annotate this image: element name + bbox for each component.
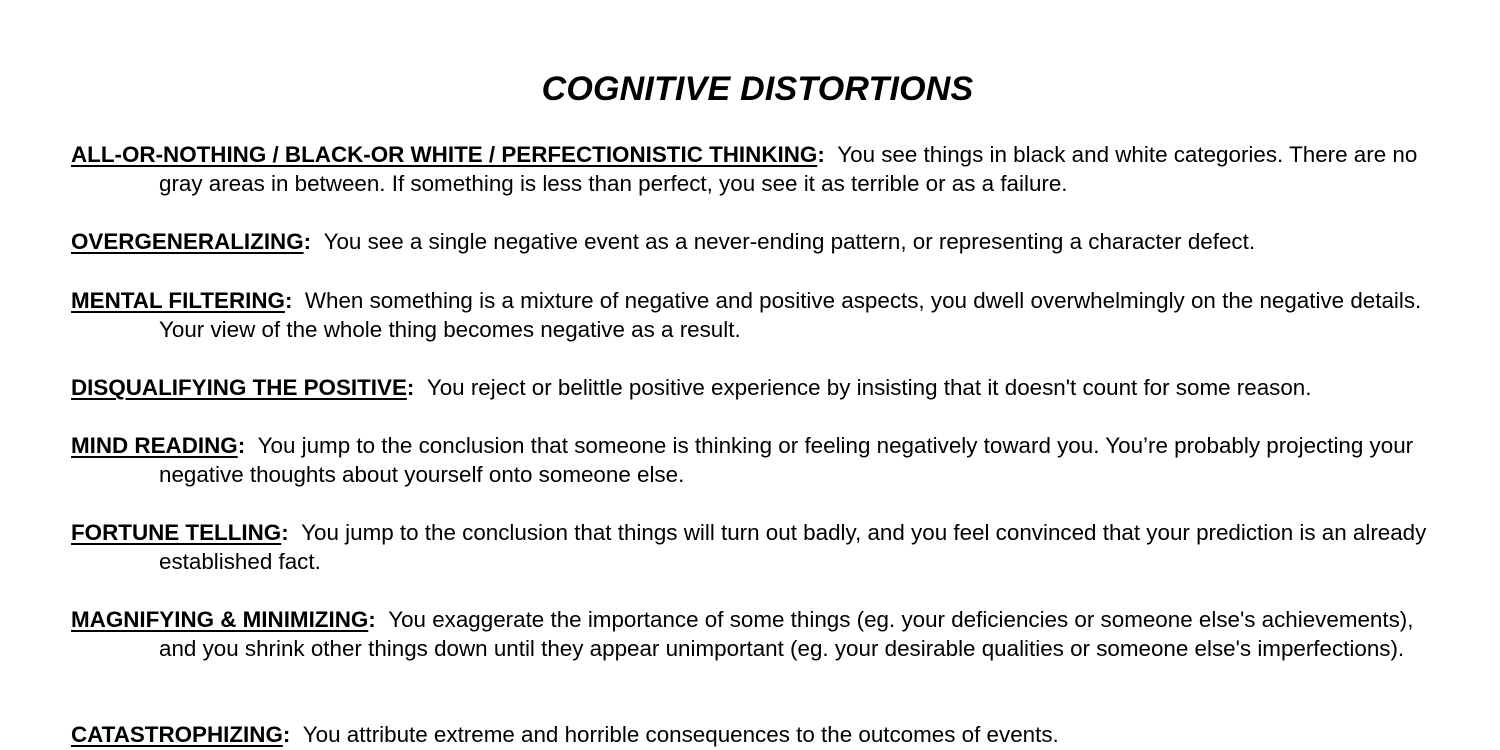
- entry-definition: You see things in black and white categories. There are no gray areas in between. If something is less than perfect, you see it as terrible or as a failure.: [159, 142, 1418, 196]
- entry-text: [71, 721, 1446, 750]
- entry-colon: :: [281, 520, 289, 545]
- page-title: COGNITIVE DISTORTIONS: [541, 70, 974, 108]
- entry-text: [71, 432, 1446, 489]
- entry-text: [71, 287, 1446, 344]
- entry-magnifying-minimizing: [71, 606, 1446, 663]
- entry-term: MENTAL FILTERING: [71, 288, 285, 313]
- entry-colon: :: [817, 142, 825, 167]
- entry-term: MIND READING: [71, 433, 238, 458]
- entry-term: FORTUNE TELLING: [71, 520, 282, 545]
- entry-colon: :: [237, 433, 246, 458]
- entry-term: OVERGENERALIZING: [71, 229, 304, 254]
- entry-term: CATASTROPHIZING: [71, 722, 283, 747]
- entry-catastrophizing: [71, 721, 1446, 750]
- entry-definition: You jump to the conclusion that things will turn out badly, and you feel convinced that your prediction is an already established fact.: [159, 520, 1427, 574]
- entry-term: DISQUALIFYING THE POSITIVE: [71, 375, 407, 400]
- entry-text: [71, 374, 1446, 403]
- entry-colon: :: [282, 722, 291, 747]
- entry-mind-reading: [71, 432, 1446, 489]
- entry-definition: You exaggerate the importance of some things (eg. your deficiencies or someone else's achievements), and you shrink other things down until they appear unimportant (eg. your desirable qualities or someone else's imperfections).: [159, 607, 1414, 661]
- entry-text: [71, 228, 1446, 257]
- entry-colon: :: [406, 375, 415, 400]
- entry-text: [71, 519, 1446, 576]
- entry-text: [71, 606, 1446, 663]
- entry-mental-filtering: [71, 287, 1446, 344]
- entry-colon: :: [368, 607, 376, 632]
- entry-definition: You jump to the conclusion that someone is thinking or feeling negatively toward you. You’re probably projecting your negative thoughts about yourself onto someone else.: [159, 433, 1414, 487]
- entry-definition: You reject or belittle positive experience by insisting that it doesn't count for some reason.: [426, 375, 1312, 400]
- entry-all-or-nothing: [71, 141, 1446, 198]
- entry-term: MAGNIFYING & MINIMIZING: [71, 607, 369, 632]
- entry-term: ALL-OR-NOTHING / BLACK-OR WHITE / PERFECTIONISTIC THINKING: [71, 142, 818, 167]
- entry-disqualifying-the-positive: [71, 374, 1446, 403]
- entry-text: [71, 141, 1446, 198]
- entry-definition: When something is a mixture of negative and positive aspects, you dwell overwhelmingly on the negative details. Your view of the whole thing becomes negative as a result.: [159, 288, 1422, 342]
- entry-definition: You see a single negative event as a never-ending pattern, or representing a character defect.: [323, 229, 1256, 254]
- entry-definition: You attribute extreme and horrible consequences to the outcomes of events.: [302, 722, 1059, 747]
- entry-overgeneralizing: [71, 228, 1446, 257]
- entry-fortune-telling: [71, 519, 1446, 576]
- entry-colon: :: [284, 288, 293, 313]
- entry-colon: :: [303, 229, 312, 254]
